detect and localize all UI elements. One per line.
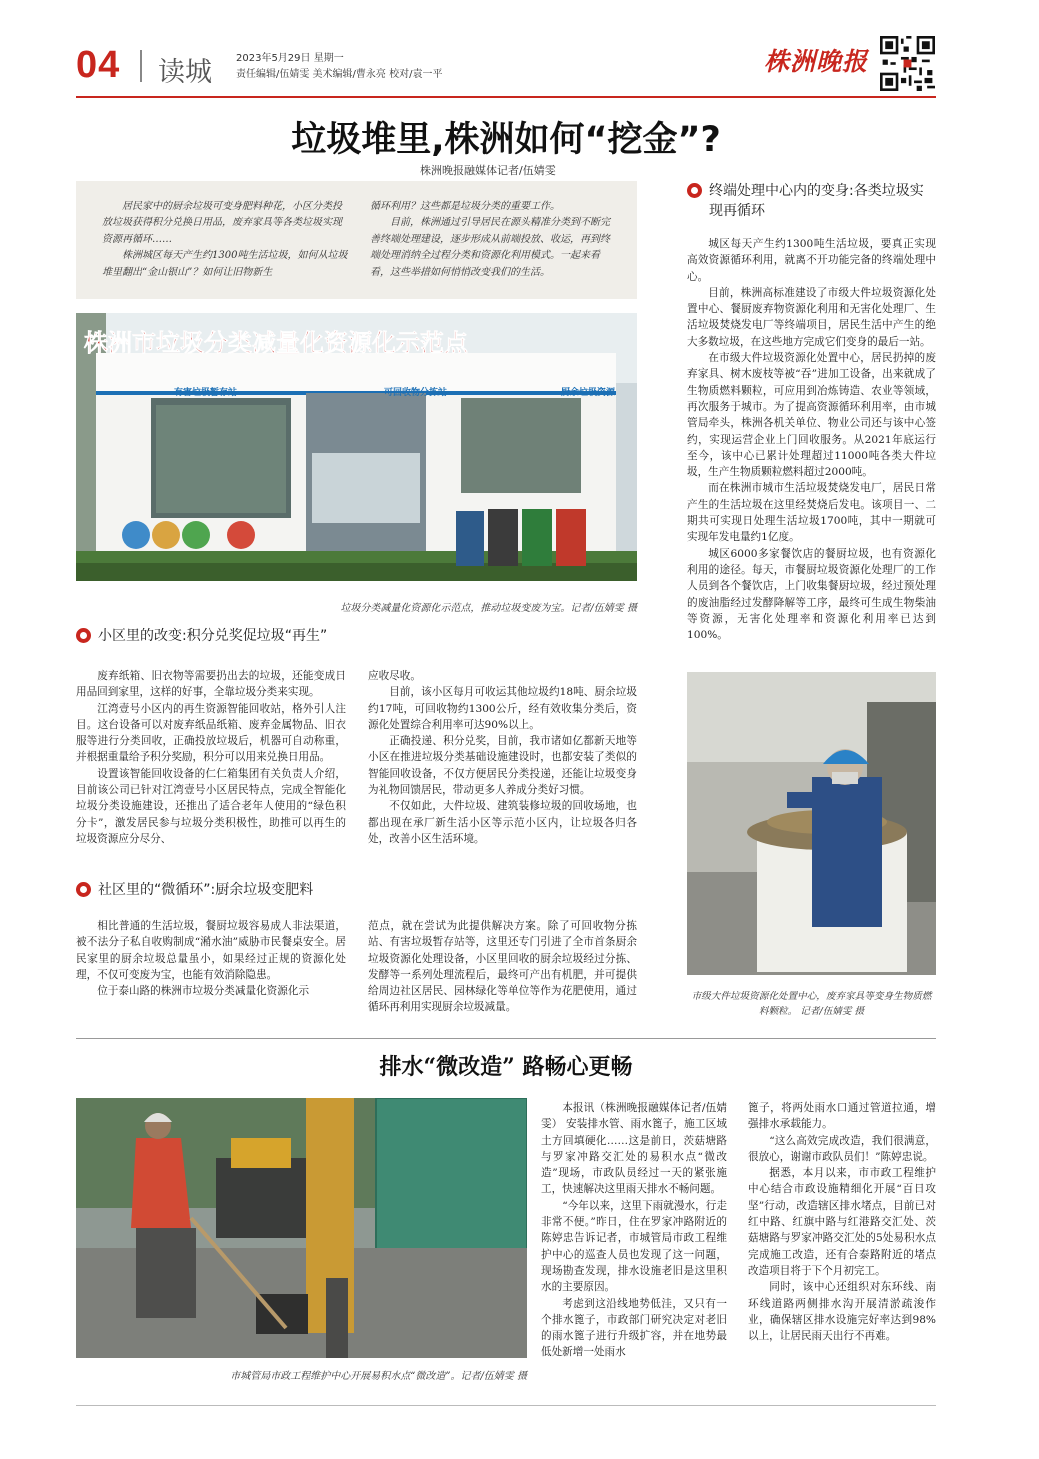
- body-paragraph: “今年以来，这里下雨就漫水，行走非常不便。”昨日，住在罗家冲路附近的陈婷忠告诉记者，市城管局市政工程维护中心的巡查人员也发现了这一问题，现场勘查发现，排水设施老旧是这里积水的主要原因。: [541, 1199, 727, 1294]
- photo-label-hazardous: 有害垃圾暂存站: [174, 388, 238, 398]
- photo3-caption: 市城管局市政工程维护中心开展易积水点“微改造”。记者/伍婧雯 摄: [230, 1371, 527, 1382]
- body-paragraph: 城区每天产生约1300吨生活垃圾，要真正实现高效资源循环利用，就离不开功能完备的终端处理中心。: [687, 238, 936, 283]
- sub2-left-column: [76, 918, 346, 999]
- photo-drainage-construction: [76, 1098, 527, 1358]
- newspaper-logo: 株洲晚报: [764, 47, 869, 76]
- footer-rule: [76, 1405, 936, 1406]
- body-paragraph: 正确投递、积分兑奖，目前，我市诸如亿都新天地等小区在推进垃圾分类基础设施建设时，也都安装了类似的智能回收设备，不仅方便居民分类投递，还能让垃圾变身为礼物回馈居民，带动更多人养成分类好习惯。: [368, 735, 637, 797]
- body-paragraph: 而在株洲市城市生活垃圾焚烧发电厂，居民日常产生的生活垃圾在这里经焚烧后发电。该项目一、二期共可实现日处理生活垃圾1700吨，其中一期就可实现年发电量约1亿度。: [687, 482, 936, 544]
- body-paragraph: 废弃纸箱、旧衣物等需要扔出去的垃圾，还能变成日用品回到家里，这样的好事，全靠垃圾分类来实现。: [76, 670, 346, 699]
- body-paragraph: 城区6000多家餐饮店的餐厨垃圾，也有资源化利用的途径。每天，市餐厨垃圾资源化处理厂的工作人员到各个餐饮店，上门收集餐厨垃圾，经过预处理的废油脂经过发酵降解等工序，最终可生成生物柴油等资源，无害化处理率和资源化利用率已达到100%。: [687, 547, 936, 642]
- intro-paragraph: 株洲城区每天产生约1300吨生活垃圾，如何从垃圾堆里翻出“金山银山”？如何让旧物新生: [102, 250, 348, 278]
- sub1-right-column: [368, 668, 637, 847]
- subhead-text: 终端处理中心内的变身:各类垃圾实现再循环: [709, 183, 924, 219]
- sub3-column: [687, 236, 936, 643]
- byline: 株洲晚报融媒体记者/伍婧雯: [420, 164, 556, 177]
- secondary-headline: 排水“微改造” 路畅心更畅: [379, 1054, 633, 1080]
- photo-worker-fuel-pellets: [687, 672, 936, 975]
- circle-bullet-icon: [76, 628, 91, 643]
- body-paragraph: 江湾壹号小区内的再生资源智能回收站，格外引人注目。这台设备可以对废弃纸品纸箱、废弃金属物品、旧衣服等进行分类回收，正确投放垃圾后，机器可自动称重，并根据重量给予积分奖励，积分可以用来兑换日用品。: [76, 702, 346, 764]
- photo-sign-text: 株洲市垃圾分类减量化资源化示范点: [84, 329, 468, 357]
- photo1-caption: 垃圾分类减量化资源化示范点，推动垃圾变废为宝。记者/伍婧雯 摄: [340, 603, 637, 614]
- body-paragraph: 目前，该小区每月可收运其他垃圾约18吨、厨余垃圾约17吨，可回收物约1300公斤，经有效收集分类后，资源化处置综合利用率可达90%以上。: [368, 686, 637, 731]
- intro-column-right: [370, 199, 618, 299]
- sub1-left-column: [76, 668, 346, 847]
- page-number: 04: [76, 44, 121, 86]
- header-meta: [236, 51, 442, 83]
- photo-sorting-station: [76, 313, 637, 581]
- intro-box: [76, 181, 637, 299]
- body-paragraph: 篦子，将两处雨水口通过管道拉通，增强排水承载能力。: [748, 1102, 936, 1131]
- body-paragraph: 相比普通的生活垃圾，餐厨垃圾容易成人非法渠道，被不法分子私自收购制成“潲水油”威胁市民餐桌安全。居民家里的厨余垃圾总量虽小，如果经过正规的资源化处理，不仅可变废为宝，也能有效消除隐患。: [76, 920, 346, 981]
- qr-code-icon: [880, 36, 935, 91]
- body-paragraph: 本报讯（株洲晚报融媒体记者/伍婧雯） 安装排水管、雨水篦子，施工区域土方回填硬化……这是前日，茨菇塘路与罗家冲路交汇处的易积水点“微改造”现场，市政队员经过一天的紧张施工，快速解决这里雨天排水不畅问题。: [541, 1102, 727, 1196]
- header-divider: [140, 50, 142, 82]
- photo-label-recyclable: 可回收物分拣站: [384, 388, 448, 398]
- article2-column2: [748, 1100, 936, 1344]
- intro-column-left: [102, 199, 350, 299]
- main-headline: 垃圾堆里,株洲如何“挖金”?: [291, 120, 721, 160]
- body-paragraph: 据悉，本月以来，市市政工程维护中心结合市政设施精细化开展“百日攻坚”行动，改造辖区排水堵点，目前已对红中路、红旗中路与红港路交汇处、茨菇塘路与罗家冲路交汇处的5处易积水点完成施工改造，还有合泰路附近的堵点改造项目将于下个月初完工。: [748, 1167, 936, 1277]
- photo2-caption: 市级大件垃圾资源化处置中心，废弃家具等变身生物质燃料颗粒。 记者/伍婧雯 摄: [691, 991, 932, 1017]
- subhead-text: 小区里的改变:积分兑奖促垃圾“再生”: [98, 628, 328, 644]
- body-paragraph: 范点，就在尝试为此提供解决方案。除了可回收物分拣站、有害垃圾暂存站等，这里还专门引进了全市首条厨余垃圾资源化处理设备，小区里回收的厨余垃圾经过分拣、发酵等一系列处理流程后，最终可产出有机肥，并可提供给周边社区居民、园林绿化等单位等作为花肥使用，通过循环再利用实现厨余垃圾减量。: [368, 920, 637, 1014]
- circle-bullet-icon: [687, 183, 702, 198]
- article2-column1: [541, 1100, 727, 1361]
- header-rule: [76, 96, 936, 98]
- body-paragraph: 不仅如此，大件垃圾、建筑装修垃圾的回收场地，也都出现在承厂新生活小区等示范小区内，让垃圾各归各处，改善小区生活环境。: [368, 800, 637, 845]
- body-paragraph: 位于泰山路的株洲市垃圾分类减量化资源化示: [97, 985, 310, 998]
- issue-date: 2023年5月29日 星期一: [236, 53, 344, 64]
- intro-paragraph: 目前，株洲通过引导居民在源头精准分类到不断完善终端处理建设，逐步形成从前端投放、收运，再到终端处理消纳全过程分类和资源化利用模式。一起来看看，这些举措如何悄悄改变我们的生活。: [370, 217, 610, 278]
- subhead-kitchen-waste: [76, 880, 637, 900]
- subhead-terminal-center: [687, 181, 937, 221]
- intro-paragraph: 居民家中的厨余垃圾可变身肥料种花，小区分类投放垃圾获得积分兑换日用品，废弃家具等各类垃圾实现资源再循环……: [102, 201, 342, 245]
- circle-bullet-icon: [76, 882, 91, 897]
- body-paragraph: 目前，株洲高标准建设了市级大件垃圾资源化处置中心、餐厨废弃物资源化利用和无害化处理厂、生活垃圾焚烧发电厂等终端项目，居民生活中产生的绝大多数垃圾，在这些地方完成它们变身的最后一站。: [687, 286, 936, 348]
- article-divider: [76, 1038, 936, 1039]
- section-title: 读城: [158, 57, 212, 88]
- editor-credits: 责任编辑/伍婧雯 美术编辑/曹永亮 校对/袁一平: [236, 69, 443, 80]
- body-paragraph: 设置该智能回收设备的仁仁箱集团有关负责人介绍，目前该公司已针对江湾壹号小区居民特点，完成全智能化垃圾分类设施建设，还推出了适合老年人使用的“绿色积分卡”，激发居民参与垃圾分类积极性，助推可以再生的垃圾资源应分尽分、: [76, 767, 346, 845]
- subhead-text: 社区里的“微循环”:厨余垃圾变肥料: [98, 882, 314, 898]
- body-paragraph: “这么高效完成改造，我们很满意，很放心，谢谢市政队员们！”陈婷忠说。: [748, 1134, 936, 1163]
- body-paragraph: 同时，该中心还组织对东环线、南环线道路两侧排水沟开展清淤疏浚作业，确保辖区排水设施完好率达到98%以上，让居民雨天出行不再难。: [748, 1281, 936, 1343]
- photo-label-kitchen: 厨余垃圾资源: [561, 388, 616, 398]
- body-paragraph: 在市级大件垃圾资源化处置中心，居民扔掉的废弃家具、树木废枝等被“吞”进加工设备，出来就成了生物质燃料颗粒，可应用到冶炼铸造、农业等领域，再次服务于城市。为了提高资源循环利用率，由市城管局牵头，株洲各机关单位、物业公司还与该中心签约，实现运营企业上门回收服务。从2021年底运行至今，该中心已累计处理超过11000吨各类大件垃圾，生产生物质颗粒燃料超过2000吨。: [687, 352, 936, 479]
- sub2-right-column: [368, 918, 637, 1016]
- intro-paragraph: 循环利用？这些都是垃圾分类的重要工作。: [370, 201, 560, 212]
- body-paragraph: 考虑到这沿线地势低洼，又只有一个排水篦子，市政部门研究决定对老旧的雨水篦子进行升级扩容，并在地势最低处新增一处雨水: [541, 1297, 727, 1359]
- subhead-community-points: [76, 626, 637, 646]
- body-paragraph: 应收尽收。: [368, 670, 421, 682]
